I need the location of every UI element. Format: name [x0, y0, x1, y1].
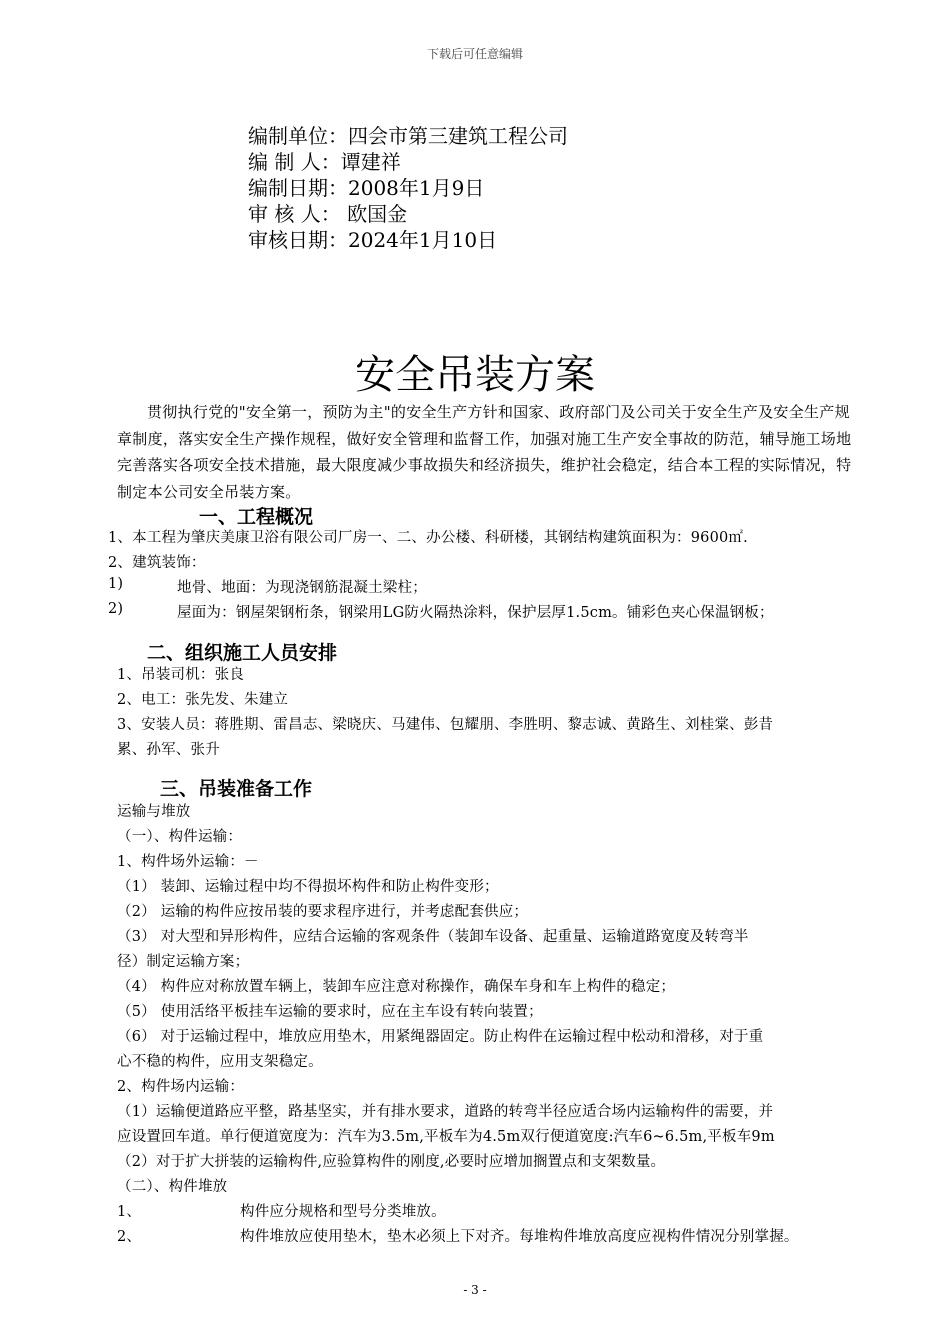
- page-header: 下载后可任意编辑: [426, 47, 523, 61]
- s3-line: （4） 构件应对称放置车辆上，装卸车应注意对称操作，确保车身和车上构件的稳定；: [117, 979, 676, 995]
- s2-line-3b: 累、孙军、张升: [117, 742, 220, 758]
- stack-item-2-num: 2、: [117, 1229, 142, 1245]
- stack-item-2-text: 构件堆放应使用垫木，垫木必须上下对齐。每堆构件堆放高度应视构件情况分别掌握。: [240, 1229, 799, 1245]
- stack-item-1-num: 1、: [117, 1204, 142, 1220]
- s3-line: 径）制定运输方案；: [117, 954, 250, 970]
- s3-line: （1） 装卸、运输过程中均不得损坏构件和防止构件变形；: [117, 879, 499, 895]
- s3-line: 2、构件场内运输：: [117, 1079, 245, 1095]
- s3-line: （一）、构件运输：: [117, 829, 243, 845]
- s3-line: 运输与堆放: [117, 804, 191, 820]
- s3-line: （2） 运输的构件应按吊装的要求程序进行，并考虑配套供应；: [117, 904, 529, 920]
- s3-line: （2）对于扩大拼装的运输构件,应验算构件的刚度,必要时应增加搁置点和支架数量。: [117, 1154, 666, 1170]
- section1-heading: 一、工程概况: [199, 506, 314, 528]
- s2-line-3a: 3、安装人员：蒋胜期、雷昌志、梁晓庆、马建伟、包耀朋、李胜明、黎志诚、黄路生、刘桂棠、彭昔: [117, 717, 774, 733]
- section3-heading: 三、吊装准备工作: [160, 778, 313, 800]
- stack-item-1-text: 构件应分规格和型号分类堆放。: [240, 1204, 446, 1220]
- info-line-date: 编制日期：2008年1月9日: [248, 176, 485, 200]
- s1-line-3-num: 1): [108, 576, 124, 592]
- intro-paragraph: 贯彻执行党的"安全第一，预防为主"的安全生产方针和国家、政府部门及公司关于安全生产及安全生产规章制度，落实安全生产操作规程，做好安全管理和监督工作，加强对施工生产安全事故的防范，辅导施工场地完善落实各项安全技术措施，最大限度减少事故损失和经济损失，维护社会稳定，结合本工程的实际情况，特制定本公司安全吊装方案。: [117, 403, 852, 501]
- s1-line-2: 2、建筑装饰：: [108, 555, 206, 571]
- s3-line: （3） 对大型和异形构件，应结合运输的客观条件（装卸车设备、起重量、运输道路宽度及转弯半: [117, 929, 749, 945]
- info-line-reviewer: 审 核 人： 欧国金: [248, 202, 408, 226]
- s1-line-4-num: 2): [108, 601, 124, 617]
- info-line-review-date: 审核日期：2024年1月10日: [248, 228, 498, 252]
- s3-line: 应设置回车道。单行便道宽度为：汽车为3.5m,平板车为4.5m双行便道宽度:汽车6~6.5m,平板车9m: [117, 1129, 775, 1145]
- info-line-unit: 编制单位：四会市第三建筑工程公司: [248, 124, 568, 148]
- s1-line-4-text: 屋面为：钢屋架钢桁条，钢梁用LG防火隔热涂料，保护层厚1.5cm。铺彩色夹心保温钢板；: [177, 605, 774, 621]
- section2-heading: 二、组织施工人员安排: [147, 642, 338, 664]
- s1-line-1: 1、本工程为肇庆美康卫浴有限公司厂房一、二、办公楼、科研楼，其钢结构建筑面积为：9600㎡.: [108, 530, 748, 546]
- info-line-author: 编 制 人：谭建祥: [248, 150, 401, 174]
- s2-line-1: 1、吊装司机：张良: [117, 667, 245, 683]
- s3-line: 心不稳的构件，应用支架稳定。: [117, 1054, 323, 1070]
- s3-line: （6） 对于运输过程中，堆放应用垫木，用紧绳器固定。防止构件在运输过程中松动和滑移，对于重: [117, 1029, 764, 1045]
- s3-line: （二）、构件堆放: [117, 1179, 228, 1195]
- s2-line-2: 2、电工：张先发、朱建立: [117, 692, 289, 708]
- s3-line: （5） 使用活络平板挂车运输的要求时，应在主车设有转向装置；: [117, 1004, 543, 1020]
- page-number: - 3 -: [463, 1283, 487, 1297]
- s1-line-3-text: 地骨、地面：为现浇钢筋混凝土梁柱；: [177, 580, 427, 596]
- document-title: 安全吊装方案: [355, 352, 595, 398]
- s3-line: （1）运输便道路应平整，路基坚实，并有排水要求，道路的转弯半径应适合场内运输构件的需要，并: [117, 1104, 774, 1120]
- s3-line: 1、构件场外运输：－: [117, 854, 259, 870]
